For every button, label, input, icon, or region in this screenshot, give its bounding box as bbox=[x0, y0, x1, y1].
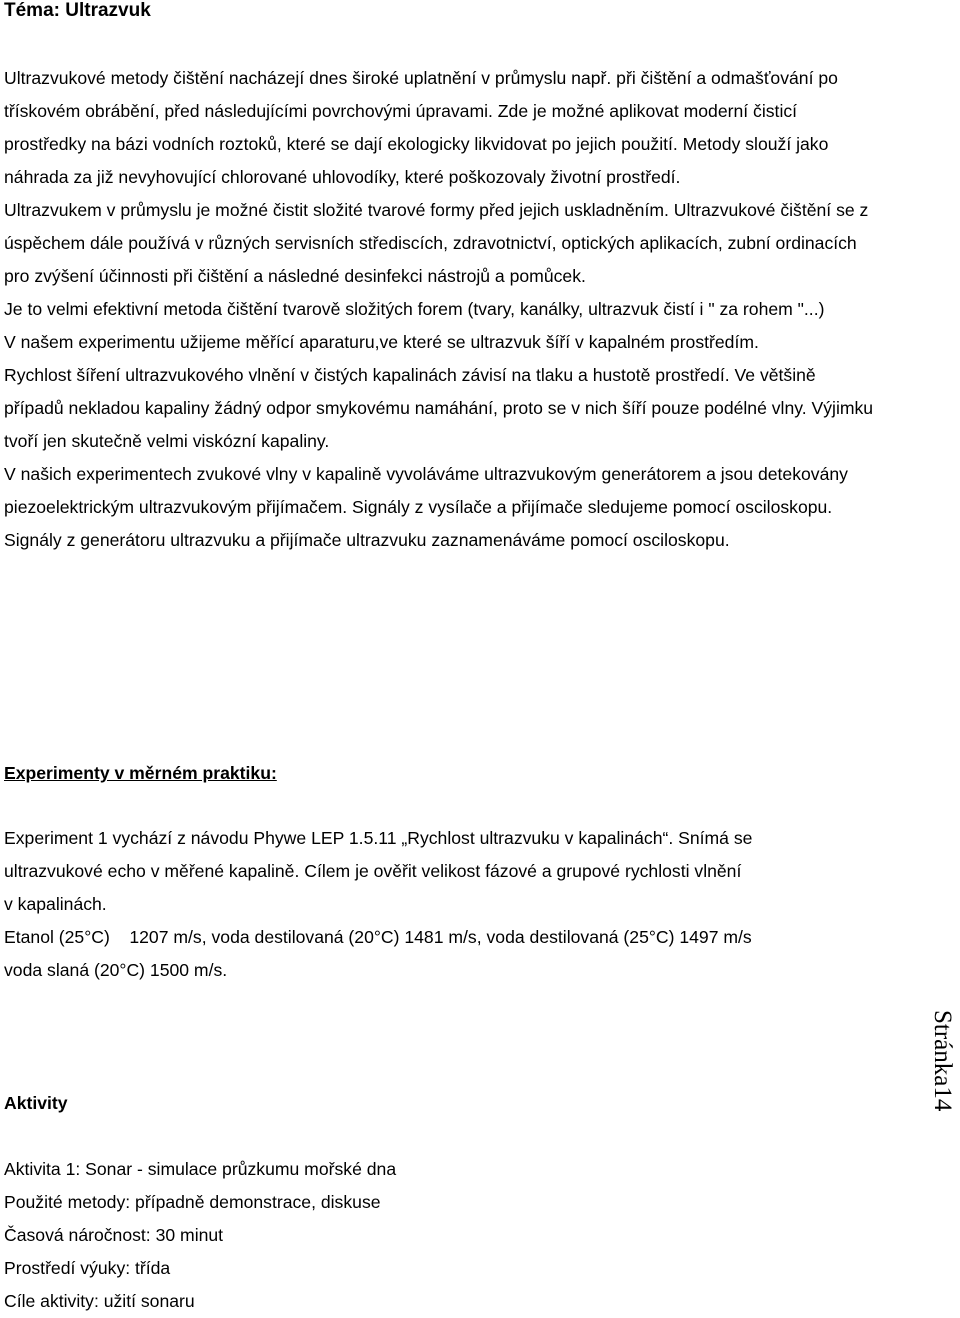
page-number-label bbox=[912, 1010, 960, 1140]
speeds-line: voda slaná (20°C) 1500 m/s. bbox=[4, 960, 228, 980]
activities-list bbox=[4, 1153, 874, 1318]
experiment-line: ultrazvukové echo v měřené kapalině. Cílem je ověřit velikost fázové a grupové rychlosti vlnění bbox=[4, 861, 742, 881]
activities-heading: Aktivity bbox=[4, 1093, 68, 1113]
experiment-line: Experiment 1 vychází z návodu Phywe LEP 1.5.11 „Rychlost ultrazvuku v kapalinách“. Snímá se bbox=[4, 828, 753, 848]
activity-item: Prostředí výuky: třída bbox=[4, 1258, 171, 1278]
speeds-line: Etanol (25°C) 1207 m/s, voda destilovaná (20°C) 1481 m/s, voda destilovaná (25°C) 1497 m/s bbox=[4, 927, 752, 947]
experiment-line: v kapalinách. bbox=[4, 894, 107, 914]
intro-paragraph: V našich experimentech zvukové vlny v kapalině vyvoláváme ultrazvukovým generátorem a jsou detekovány piezoelektrickým ultrazvukovým přijímačem. Signály z vysílače a přijímače sledujeme pomocí osciloskopu. Signály z generátoru ultrazvuku a přijímače ultrazvuku zaznamenáváme pomocí osciloskopu. bbox=[4, 464, 848, 550]
activity-item: Použité metody: případně demonstrace, diskuse bbox=[4, 1192, 381, 1212]
intro-paragraph: Ultrazvukem v průmyslu je možné čistit složité tvarové formy před jejich uskladněním. Ultrazvukové čištění se z úspěchem dále používá v různých servisních střediscích, zdravotnictví, optických aplikacích, zubní ordinacích pro zvýšení účinnosti při čištění a následné desinfekci nástrojů a pomůcek. bbox=[4, 200, 869, 286]
intro-paragraph: Rychlost šíření ultrazvukového vlnění v čistých kapalinách závisí na tlaku a hustotě prostředí. Ve většině případů nekladou kapaliny žádný odpor smykovému namáhání, proto se v nich šíří pouze podélné vlny. Výjimku tvoří jen skutečně velmi viskózní kapaliny. bbox=[4, 365, 874, 451]
intro-paragraph: V našem experimentu užijeme měřící aparaturu,ve které se ultrazvuk šíří v kapalném prostředím. bbox=[4, 332, 759, 352]
activity-item: Cíle aktivity: užití sonaru bbox=[4, 1291, 195, 1311]
intro-text bbox=[4, 62, 874, 557]
activity-item: Časová náročnost: 30 minut bbox=[4, 1225, 224, 1245]
experiments-text bbox=[4, 822, 904, 987]
intro-paragraph: Ultrazvukové metody čištění nacházejí dnes široké uplatnění v průmyslu např. při čištění a odmašťování po třískovém obrábění, před následujícími povrchovými úpravami. Zde je možné aplikovat moderní čisticí prostředky na bázi vodních roztoků, které se dají ekologicky likvidovat po jejich použití. Metody slouží jako náhrada za již nevyhovující chlorované uhlovodíky, které poškozovaly životní prostředí. bbox=[4, 68, 838, 187]
intro-paragraph: Je to velmi efektivní metoda čištění tvarově složitých forem (tvary, kanálky, ultrazvuk čistí i " za rohem "...) bbox=[4, 299, 825, 319]
page-title: Téma: Ultrazvuk bbox=[4, 0, 151, 21]
page-number-text: Stránka14 bbox=[929, 1010, 956, 1112]
activity-item: Aktivita 1: Sonar - simulace průzkumu mořské dna bbox=[4, 1159, 397, 1179]
experiments-heading: Experimenty v měrném praktiku: bbox=[4, 763, 277, 783]
